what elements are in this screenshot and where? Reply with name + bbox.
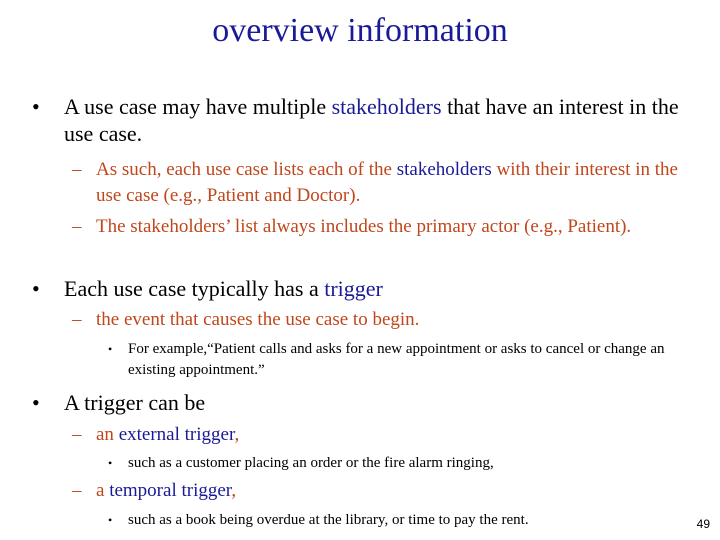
sub-sub-bullet-example xyxy=(108,339,688,381)
bullet-trigger xyxy=(32,275,692,302)
bullet-marker: • xyxy=(32,94,40,119)
dash-marker: – xyxy=(72,424,82,445)
sub-sub-bullet-external-example xyxy=(108,453,688,474)
dash-marker: – xyxy=(72,309,82,330)
text-segment: , xyxy=(231,480,237,501)
bullet-marker: • xyxy=(108,456,113,470)
bullet-trigger-kinds xyxy=(32,389,692,416)
bullet-marker: • xyxy=(32,276,40,301)
text-segment: with their interest in the use case (e.g., Patient and Doctor). xyxy=(96,159,678,206)
bullet-marker: • xyxy=(108,342,113,356)
highlighted-term: trigger xyxy=(324,276,383,301)
sub-bullet-trigger-definition xyxy=(72,307,682,333)
sub-bullet-text: The stakeholders’ list always includes the primary actor (e.g., Patient). xyxy=(96,216,632,237)
highlighted-term: temporal trigger xyxy=(109,480,232,501)
page-number: 49 xyxy=(696,517,710,531)
text-segment: that have an interest in the use case. xyxy=(64,94,679,146)
sub-bullet-text xyxy=(96,157,682,209)
sub-bullet-primary-actor xyxy=(72,214,682,240)
text-segment: an xyxy=(96,424,119,445)
sub-bullet-temporal-trigger xyxy=(72,478,682,504)
bullet-marker: • xyxy=(108,513,113,527)
text-segment: , xyxy=(234,424,240,445)
sub-bullet-text xyxy=(96,478,682,504)
sub-bullet-text xyxy=(96,422,682,448)
bullet-text xyxy=(64,93,692,147)
text-segment: Each use case typically has a xyxy=(64,276,325,301)
slide-title: overview information xyxy=(212,12,508,49)
highlighted-term: stakeholders xyxy=(396,159,492,180)
text-segment: A use case may have multiple xyxy=(64,94,332,119)
text-segment: As such, each use case lists each of the xyxy=(96,159,397,180)
dash-marker: – xyxy=(72,159,82,180)
bullet-stakeholders xyxy=(32,93,692,147)
text-segment: a xyxy=(96,480,110,501)
highlighted-term: external trigger xyxy=(118,424,235,445)
sub-sub-bullet-text: such as a customer placing an order or the fire alarm ringing, xyxy=(128,455,494,471)
sub-bullet-external-trigger xyxy=(72,422,682,448)
sub-sub-bullet-text: such as a book being overdue at the library, or time to pay the rent. xyxy=(128,512,529,528)
sub-sub-bullet-temporal-example xyxy=(108,510,688,531)
dash-marker: – xyxy=(72,216,82,237)
dash-marker: – xyxy=(72,480,82,501)
bullet-text: A trigger can be xyxy=(64,390,206,415)
sub-sub-bullet-text: For example,“Patient calls and asks for a new appointment or asks to cancel or change an existing appointment.” xyxy=(128,341,665,378)
sub-bullet-stakeholder-list xyxy=(72,157,682,209)
sub-bullet-text: the event that causes the use case to begin. xyxy=(96,309,420,330)
bullet-marker: • xyxy=(32,390,40,415)
bullet-text xyxy=(64,275,692,302)
highlighted-term: stakeholders xyxy=(331,94,442,119)
